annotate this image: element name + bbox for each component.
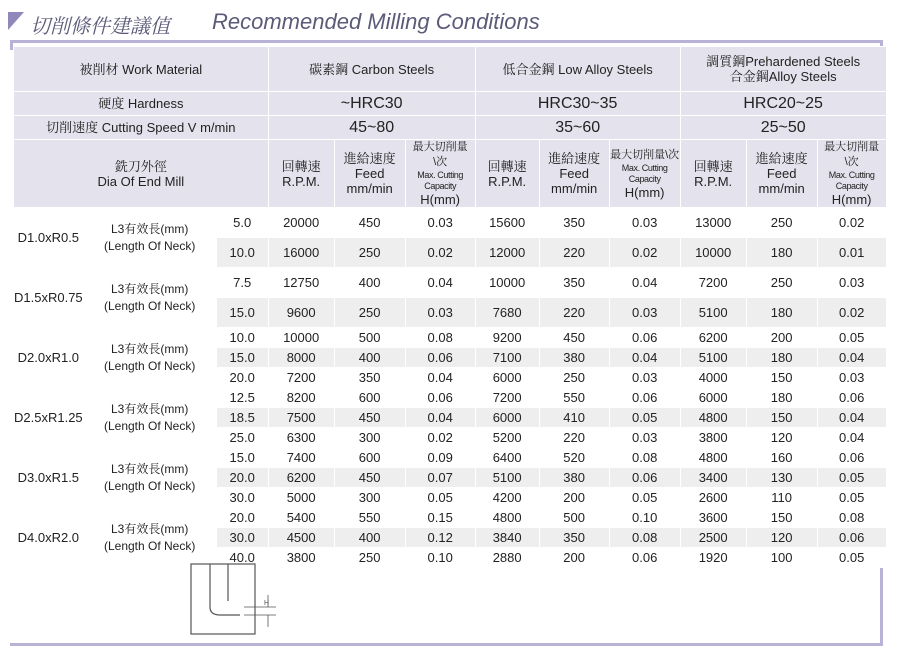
- neck-label-line2: (Length Of Neck): [103, 478, 196, 493]
- table-cell: 120: [746, 528, 817, 548]
- table-cell: 450: [334, 208, 405, 238]
- table-cell: 0.10: [405, 548, 475, 568]
- hardness-label: 硬度 Hardness: [14, 92, 269, 116]
- table-cell: 12750: [268, 268, 334, 298]
- feed-line3: mm/min: [346, 181, 393, 196]
- table-cell: 5100: [680, 348, 746, 368]
- table-cell: 0.05: [817, 488, 886, 508]
- table-cell: 0.04: [817, 408, 886, 428]
- table-cell: 250: [334, 298, 405, 328]
- table-cell: 0.04: [609, 348, 680, 368]
- neck-length-label: [83, 448, 216, 508]
- table-cell: 1920: [680, 548, 746, 568]
- neck-label-line1: L3有效長(mm): [110, 521, 189, 536]
- neck-length-label: [83, 388, 216, 448]
- table-cell: 7200: [680, 268, 746, 298]
- neck-length-value: 20.0: [216, 468, 268, 488]
- table-cell: 350: [539, 268, 609, 298]
- table-cell: 350: [539, 528, 609, 548]
- neck-length-value: 20.0: [216, 508, 268, 528]
- table-cell: 0.03: [405, 298, 475, 328]
- table-cell: 20000: [268, 208, 334, 238]
- table-cell: 550: [539, 388, 609, 408]
- neck-label-line1: L3有效長(mm): [110, 461, 189, 476]
- table-cell: 0.05: [609, 408, 680, 428]
- cap-line1: 最大切削量\次: [824, 141, 880, 168]
- cap-line3: H(mm): [420, 192, 461, 207]
- neck-length-value: 10.0: [216, 328, 268, 348]
- table-cell: 0.02: [405, 238, 475, 268]
- table-cell: 12000: [475, 238, 539, 268]
- table-cell: 16000: [268, 238, 334, 268]
- table-cell: 180: [746, 298, 817, 328]
- table-cell: 0.06: [609, 388, 680, 408]
- table-cell: 6200: [268, 468, 334, 488]
- rpm-line1: 回轉速: [281, 158, 321, 174]
- table-cell: 0.04: [405, 408, 475, 428]
- table-cell: 450: [539, 328, 609, 348]
- table-cell: 180: [746, 348, 817, 368]
- neck-length-value: 20.0: [216, 368, 268, 388]
- table-cell: 9200: [475, 328, 539, 348]
- speed-low-alloy: 35~60: [475, 116, 680, 140]
- table-cell: 10000: [475, 268, 539, 298]
- table-cell: 300: [334, 488, 405, 508]
- prehardened-steels-header: [680, 47, 886, 92]
- table-cell: 380: [539, 468, 609, 488]
- end-mill-size: D1.0xR0.5: [14, 208, 84, 268]
- title-chinese: 切削條件建議值: [30, 14, 170, 38]
- table-cell: 6200: [680, 328, 746, 348]
- table-cell: 100: [746, 548, 817, 568]
- table-cell: 0.05: [817, 328, 886, 348]
- title-english: Recommended Milling Conditions: [212, 9, 540, 34]
- table-cell: 4000: [680, 368, 746, 388]
- triangle-marker-icon: [8, 12, 24, 30]
- table-cell: 250: [334, 238, 405, 268]
- feed-line1: 進給速度: [755, 151, 808, 166]
- table-cell: 4800: [680, 448, 746, 468]
- table-cell: 0.08: [609, 528, 680, 548]
- end-mill-size: D2.0xR1.0: [14, 328, 84, 388]
- neck-length-value: 7.5: [216, 268, 268, 298]
- table-cell: 3600: [680, 508, 746, 528]
- end-mill-size: D2.5xR1.25: [14, 388, 84, 448]
- table-cell: 7680: [475, 298, 539, 328]
- table-cell: 0.03: [817, 268, 886, 298]
- table-cell: 0.08: [405, 328, 475, 348]
- cap-line3: H(mm): [831, 192, 872, 207]
- rpm-line1: 回轉速: [487, 158, 527, 174]
- table-cell: 380: [539, 348, 609, 368]
- neck-length-value: 25.0: [216, 428, 268, 448]
- table-cell: 3800: [268, 548, 334, 568]
- feed-line3: mm/min: [551, 181, 598, 196]
- table-cell: 220: [539, 428, 609, 448]
- table-cell: 6000: [475, 408, 539, 428]
- feed-header-prehardened: [746, 140, 817, 208]
- table-cell: 0.06: [609, 548, 680, 568]
- neck-label-line1: L3有效長(mm): [110, 221, 189, 236]
- prehardened-line1: 調質鋼Prehardened Steels: [706, 54, 861, 69]
- table-cell: 500: [539, 508, 609, 528]
- neck-length-value: 15.0: [216, 348, 268, 368]
- feed-line3: mm/min: [758, 181, 805, 196]
- dia-line1: 銑刀外徑: [114, 158, 167, 174]
- table-cell: 0.06: [609, 328, 680, 348]
- table-cell: 2880: [475, 548, 539, 568]
- table-cell: 400: [334, 268, 405, 298]
- dia-line2: Dia Of End Mill: [97, 173, 185, 189]
- rpm-line1: 回轉速: [693, 158, 733, 174]
- table-cell: 180: [746, 238, 817, 268]
- table-cell: 200: [539, 488, 609, 508]
- table-cell: 250: [539, 368, 609, 388]
- table-cell: 0.06: [609, 468, 680, 488]
- table-cell: 3800: [680, 428, 746, 448]
- table-cell: 0.05: [405, 488, 475, 508]
- table-cell: 0.07: [405, 468, 475, 488]
- table-cell: 550: [334, 508, 405, 528]
- max-capacity-header-carbon: [405, 140, 475, 208]
- feed-header-carbon: [334, 140, 405, 208]
- table-cell: 220: [539, 238, 609, 268]
- table-cell: 0.05: [609, 488, 680, 508]
- feed-line2: Feed: [766, 166, 797, 181]
- max-capacity-header-low-alloy: [609, 140, 680, 208]
- table-cell: 600: [334, 448, 405, 468]
- table-cell: 0.04: [817, 428, 886, 448]
- speed-prehardened: 25~50: [680, 116, 886, 140]
- table-cell: 180: [746, 388, 817, 408]
- neck-length-value: 15.0: [216, 448, 268, 468]
- table-cell: 220: [539, 298, 609, 328]
- table-cell: 0.05: [817, 468, 886, 488]
- diagram-h-label: H: [264, 600, 270, 607]
- neck-label-line2: (Length Of Neck): [103, 418, 196, 433]
- table-cell: 250: [746, 208, 817, 238]
- table-cell: 7200: [268, 368, 334, 388]
- table-cell: 160: [746, 448, 817, 468]
- table-row: [14, 268, 887, 298]
- table-cell: 520: [539, 448, 609, 468]
- neck-label-line2: (Length Of Neck): [103, 358, 196, 373]
- neck-label-line2: (Length Of Neck): [103, 538, 196, 553]
- table-cell: 0.04: [405, 268, 475, 298]
- table-cell: 600: [334, 388, 405, 408]
- table-cell: 4500: [268, 528, 334, 548]
- table-cell: 400: [334, 348, 405, 368]
- feed-line1: 進給速度: [343, 151, 396, 166]
- table-cell: 6400: [475, 448, 539, 468]
- cutting-speed-label: 切削速度 Cutting Speed V m/min: [14, 116, 269, 140]
- end-mill-size: D4.0xR2.0: [14, 508, 84, 568]
- feed-line1: 進給速度: [548, 151, 601, 166]
- table-cell: 5200: [475, 428, 539, 448]
- prehardened-line2: 合金鋼Alloy Steels: [729, 69, 837, 84]
- table-cell: 7500: [268, 408, 334, 428]
- table-cell: 0.06: [817, 528, 886, 548]
- neck-length-value: 12.5: [216, 388, 268, 408]
- table-cell: 0.06: [405, 348, 475, 368]
- end-mill-size: D1.5xR0.75: [14, 268, 84, 328]
- table-row: [14, 328, 887, 348]
- table-cell: 6000: [475, 368, 539, 388]
- table-cell: 0.08: [609, 448, 680, 468]
- milling-conditions-table: [13, 46, 887, 568]
- table-cell: 3400: [680, 468, 746, 488]
- table-cell: 9600: [268, 298, 334, 328]
- table-row: [14, 448, 887, 468]
- table-cell: 0.15: [405, 508, 475, 528]
- table-cell: 0.04: [817, 348, 886, 368]
- table-cell: 7400: [268, 448, 334, 468]
- cap-line2: Max. Cutting Capacity: [828, 170, 875, 191]
- table-cell: 350: [539, 208, 609, 238]
- table-cell: 130: [746, 468, 817, 488]
- table-cell: 0.03: [609, 428, 680, 448]
- table-cell: 0.06: [817, 448, 886, 468]
- speed-carbon: 45~80: [268, 116, 475, 140]
- table-cell: 0.02: [609, 238, 680, 268]
- table-cell: 6300: [268, 428, 334, 448]
- table-cell: 410: [539, 408, 609, 428]
- table-cell: 10000: [680, 238, 746, 268]
- table-cell: 5000: [268, 488, 334, 508]
- table-cell: 0.03: [405, 208, 475, 238]
- work-material-header: 被削材 Work Material: [14, 47, 269, 92]
- neck-length-value: 15.0: [216, 298, 268, 328]
- table-cell: 0.02: [405, 428, 475, 448]
- feed-line2: Feed: [354, 166, 385, 181]
- table-cell: 0.06: [405, 388, 475, 408]
- table-cell: 0.01: [817, 238, 886, 268]
- neck-label-line1: L3有效長(mm): [110, 401, 189, 416]
- table-row: [14, 388, 887, 408]
- neck-length-label: [83, 208, 216, 268]
- table-cell: 5400: [268, 508, 334, 528]
- neck-length-label: [83, 508, 216, 568]
- table-cell: 10000: [268, 328, 334, 348]
- neck-length-value: 5.0: [216, 208, 268, 238]
- table-cell: 4800: [680, 408, 746, 428]
- table-cell: 500: [334, 328, 405, 348]
- cap-line3: H(mm): [624, 184, 665, 200]
- table-cell: 0.03: [609, 298, 680, 328]
- table-cell: 4200: [475, 488, 539, 508]
- table-cell: 0.03: [609, 208, 680, 238]
- table-cell: 8000: [268, 348, 334, 368]
- neck-length-label: [83, 328, 216, 388]
- table-cell: 15600: [475, 208, 539, 238]
- table-cell: 0.05: [817, 548, 886, 568]
- table-cell: 250: [334, 548, 405, 568]
- carbon-steels-header: 碳素鋼 Carbon Steels: [268, 47, 475, 92]
- table-cell: 400: [334, 528, 405, 548]
- table-cell: 0.08: [817, 508, 886, 528]
- table-cell: 0.03: [817, 368, 886, 388]
- table-cell: 0.03: [609, 368, 680, 388]
- neck-label-line2: (Length Of Neck): [103, 238, 196, 253]
- table-cell: 110: [746, 488, 817, 508]
- neck-label-line2: (Length Of Neck): [103, 298, 196, 313]
- neck-length-label: [83, 268, 216, 328]
- low-alloy-steels-header: 低合金鋼 Low Alloy Steels: [475, 47, 680, 92]
- end-mill-neck-diagram: [190, 563, 280, 637]
- hardness-prehardened: HRC20~25: [680, 92, 886, 116]
- table-cell: 2600: [680, 488, 746, 508]
- feed-line2: Feed: [559, 166, 589, 181]
- neck-length-value: 40.0: [216, 548, 268, 568]
- cap-line1: 最大切削量\次: [610, 148, 680, 161]
- table-row: [14, 208, 887, 238]
- table-cell: 120: [746, 428, 817, 448]
- hardness-carbon: ~HRC30: [268, 92, 475, 116]
- table-row: [14, 508, 887, 528]
- table-cell: 0.02: [817, 298, 886, 328]
- table-cell: 450: [334, 408, 405, 428]
- table-cell: 0.12: [405, 528, 475, 548]
- table-cell: 8200: [268, 388, 334, 408]
- end-mill-size: D3.0xR1.5: [14, 448, 84, 508]
- rpm-header-prehardened: [680, 140, 746, 208]
- table-cell: 7100: [475, 348, 539, 368]
- table-cell: 150: [746, 508, 817, 528]
- rpm-header-carbon: [268, 140, 334, 208]
- table-cell: 150: [746, 368, 817, 388]
- table-cell: 150: [746, 408, 817, 428]
- cap-line2: Max. Cutting Capacity: [621, 162, 668, 184]
- table-cell: 5100: [680, 298, 746, 328]
- table-cell: 0.04: [609, 268, 680, 298]
- table-cell: 200: [746, 328, 817, 348]
- table-cell: 0.04: [405, 368, 475, 388]
- table-cell: 7200: [475, 388, 539, 408]
- table-cell: 5100: [475, 468, 539, 488]
- rpm-header-low-alloy: [475, 140, 539, 208]
- table-cell: 450: [334, 468, 405, 488]
- neck-label-line1: L3有效長(mm): [110, 281, 189, 296]
- table-cell: 3840: [475, 528, 539, 548]
- table-cell: 4800: [475, 508, 539, 528]
- cap-line2: Max. Cutting Capacity: [417, 170, 464, 191]
- hardness-low-alloy: HRC30~35: [475, 92, 680, 116]
- table-cell: 0.10: [609, 508, 680, 528]
- neck-length-value: 10.0: [216, 238, 268, 268]
- table-cell: 300: [334, 428, 405, 448]
- table-cell: 6000: [680, 388, 746, 408]
- rpm-line2: R.P.M.: [488, 173, 527, 189]
- neck-length-value: 30.0: [216, 488, 268, 508]
- neck-length-value: 18.5: [216, 408, 268, 428]
- table-cell: 350: [334, 368, 405, 388]
- rpm-line2: R.P.M.: [282, 173, 321, 189]
- table-cell: 0.02: [817, 208, 886, 238]
- table-cell: 13000: [680, 208, 746, 238]
- max-capacity-header-prehardened: [817, 140, 886, 208]
- neck-length-value: 30.0: [216, 528, 268, 548]
- table-cell: 0.09: [405, 448, 475, 468]
- page-title: [6, 6, 886, 38]
- table-cell: 250: [746, 268, 817, 298]
- feed-header-low-alloy: [539, 140, 609, 208]
- table-cell: 2500: [680, 528, 746, 548]
- dia-of-end-mill-header: [14, 140, 269, 208]
- table-cell: 0.06: [817, 388, 886, 408]
- table-cell: 200: [539, 548, 609, 568]
- neck-label-line1: L3有效長(mm): [110, 341, 189, 356]
- cap-line1: 最大切削量\次: [412, 141, 468, 168]
- rpm-line2: R.P.M.: [694, 173, 733, 189]
